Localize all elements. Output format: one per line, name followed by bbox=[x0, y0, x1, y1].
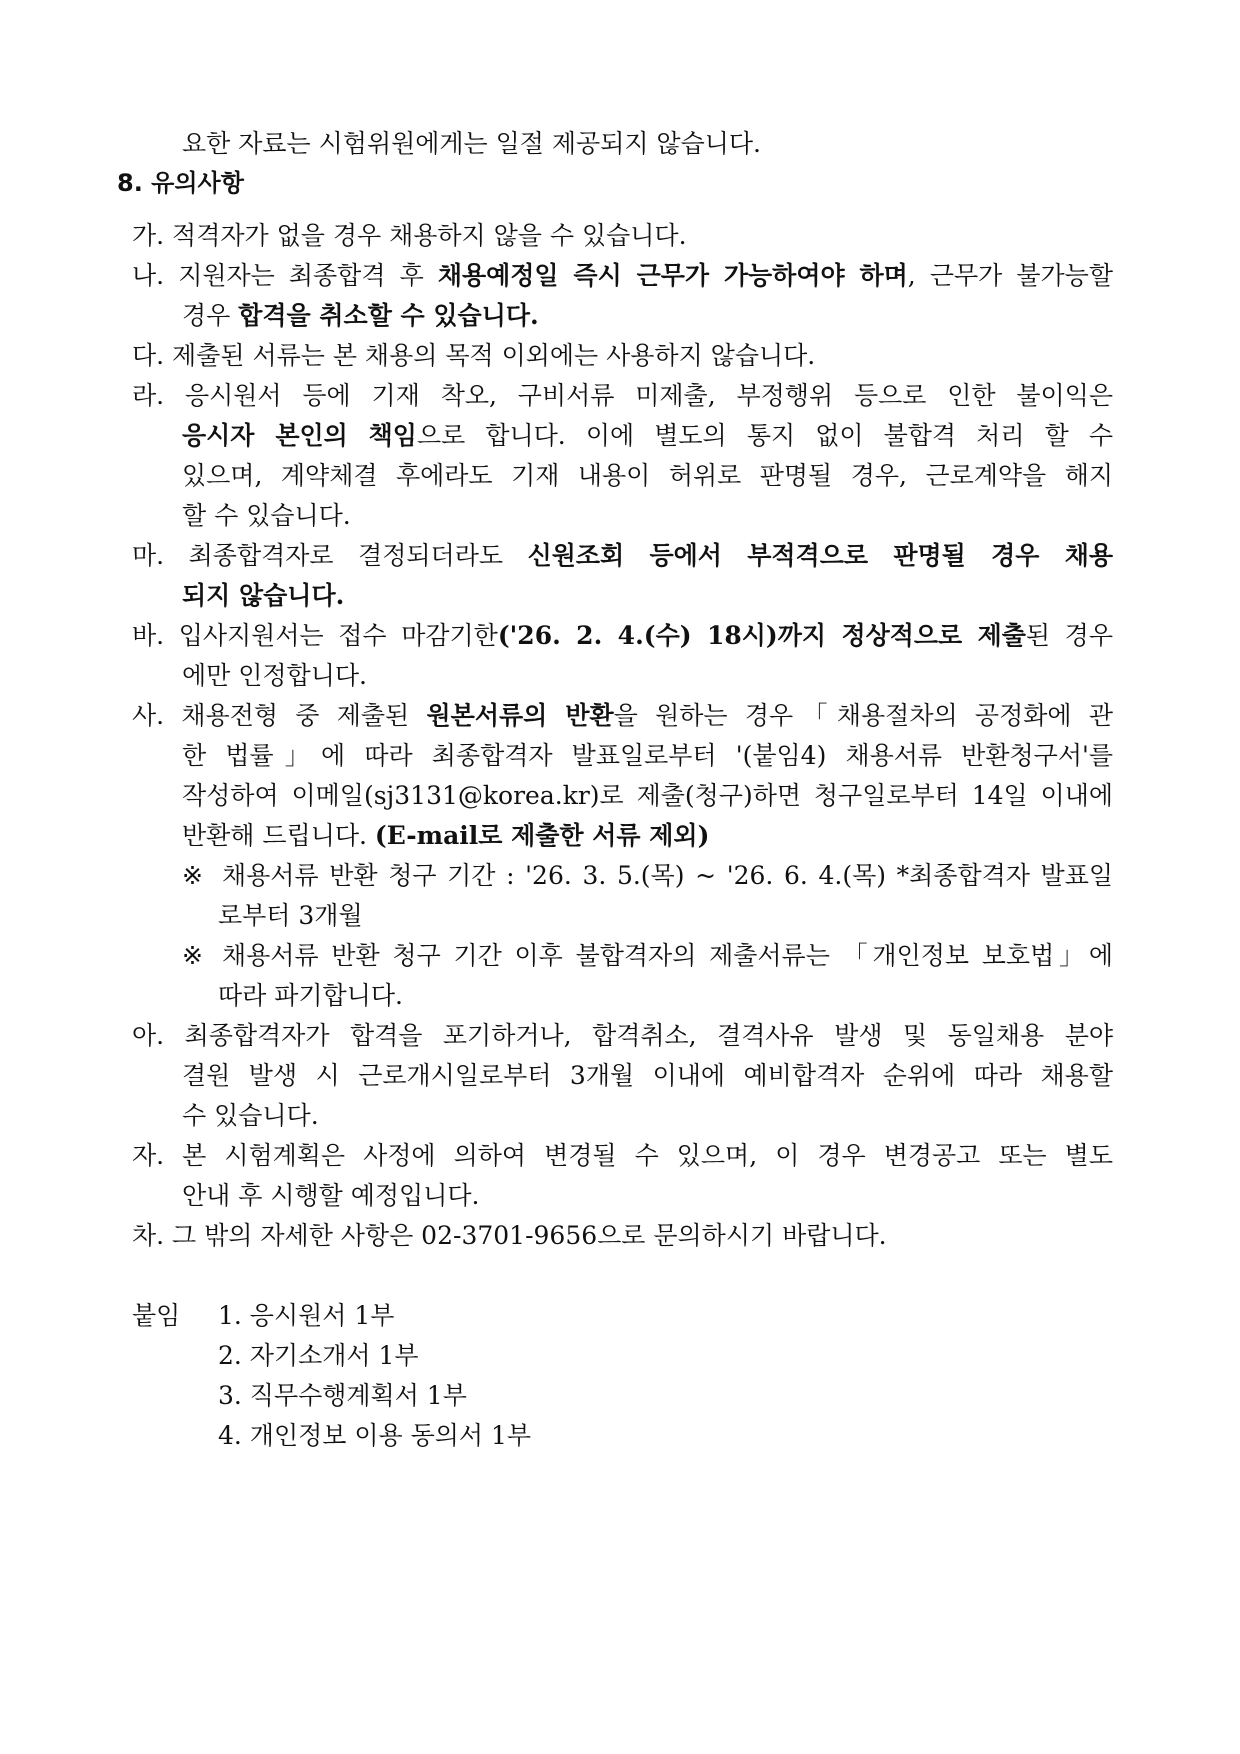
item-a-line-1: 아. 최종합격자가 합격을 포기하거나, 합격취소, 결격사유 발생 및 동일채용 분야 bbox=[132, 1021, 1113, 1050]
intro-line: 요한 자료는 시험위원에게는 일절 제공되지 않습니다. bbox=[182, 129, 761, 158]
item-a-line-2: 결원 발생 시 근로개시일로부터 3개월 이내에 예비합격자 순위에 따라 채용할 bbox=[182, 1061, 1113, 1090]
note-2-line-2: 따라 파기합니다. bbox=[218, 981, 403, 1010]
section-heading: 8. 유의사항 bbox=[117, 169, 244, 197]
item-ga: 가. 적격자가 없을 경우 채용하지 않을 수 있습니다. bbox=[132, 221, 687, 250]
item-ma-line-2: 되지 않습니다. bbox=[182, 581, 345, 610]
item-a-line-3: 수 있습니다. bbox=[182, 1101, 319, 1130]
item-ra-line-3: 있으며, 계약체결 후에라도 기재 내용이 허위로 판명될 경우, 근로계약을 해지 bbox=[182, 461, 1113, 490]
item-ja-line-1: 자. 본 시험계획은 사정에 의하여 변경될 수 있으며, 이 경우 변경공고 또는 별도 bbox=[132, 1141, 1113, 1170]
attachments-label: 붙임 bbox=[132, 1301, 181, 1330]
item-sa-line-4: 반환해 드립니다. (E-mail로 제출한 서류 제외) bbox=[182, 821, 710, 850]
item-na-line-1: 나. 지원자는 최종합격 후 채용예정일 즉시 근무가 가능하여야 하며, 근무가 불가능할 bbox=[132, 261, 1113, 290]
item-ra-line-2: 응시자 본인의 책임으로 합니다. 이에 별도의 통지 없이 불합격 처리 할 수 bbox=[182, 421, 1114, 450]
item-sa-line-3: 작성하여 이메일(sj3131@korea.kr)로 제출(청구)하면 청구일로부터 14일 이내에 bbox=[182, 781, 1113, 810]
attachment-item: 3. 직무수행계획서 1부 bbox=[218, 1381, 467, 1410]
attachment-item: 4. 개인정보 이용 동의서 1부 bbox=[218, 1421, 532, 1450]
item-da: 다. 제출된 서류는 본 채용의 목적 이외에는 사용하지 않습니다. bbox=[132, 341, 816, 370]
item-ja-line-2: 안내 후 시행할 예정입니다. bbox=[182, 1181, 480, 1210]
item-ra-line-4: 할 수 있습니다. bbox=[182, 501, 351, 530]
note-mark: ※ bbox=[182, 941, 203, 970]
note-1-line-1: ※ 채용서류 반환 청구 기간 : '26. 3. 5.(목) ~ '26. 6. 4.(목) *최종합격자 발표일 bbox=[182, 861, 1113, 890]
item-ba-line-2: 에만 인정합니다. bbox=[182, 661, 367, 690]
note-mark: ※ bbox=[182, 861, 203, 890]
item-ma-line-1: 마. 최종합격자로 결정되더라도 신원조회 등에서 부적격으로 판명될 경우 채용 bbox=[132, 541, 1113, 570]
item-sa-line-2: 한 법률」에 따라 최종합격자 발표일로부터 '(붙임4) 채용서류 반환청구서'를 bbox=[182, 741, 1113, 770]
item-sa-line-1: 사. 채용전형 중 제출된 원본서류의 반환을 원하는 경우「채용절차의 공정화에 관 bbox=[132, 701, 1113, 730]
note-2-line-1: ※ 채용서류 반환 청구 기간 이후 불합격자의 제출서류는 「개인정보 보호법」에 bbox=[182, 941, 1113, 970]
note-1-line-2: 로부터 3개월 bbox=[218, 901, 363, 930]
item-ra-line-1: 라. 응시원서 등에 기재 착오, 구비서류 미제출, 부정행위 등으로 인한 불이익은 bbox=[132, 381, 1113, 410]
attachment-item: 1. 응시원서 1부 bbox=[218, 1301, 395, 1330]
item-na-line-2: 경우 합격을 취소할 수 있습니다. bbox=[182, 301, 539, 330]
attachment-item: 2. 자기소개서 1부 bbox=[218, 1341, 419, 1370]
item-cha: 차. 그 밖의 자세한 사항은 02-3701-9656으로 문의하시기 바랍니다. bbox=[132, 1221, 887, 1250]
item-ba-line-1: 바. 입사지원서는 접수 마감기한('26. 2. 4.(수) 18시)까지 정상적으로 제출된 경우 bbox=[132, 621, 1113, 650]
